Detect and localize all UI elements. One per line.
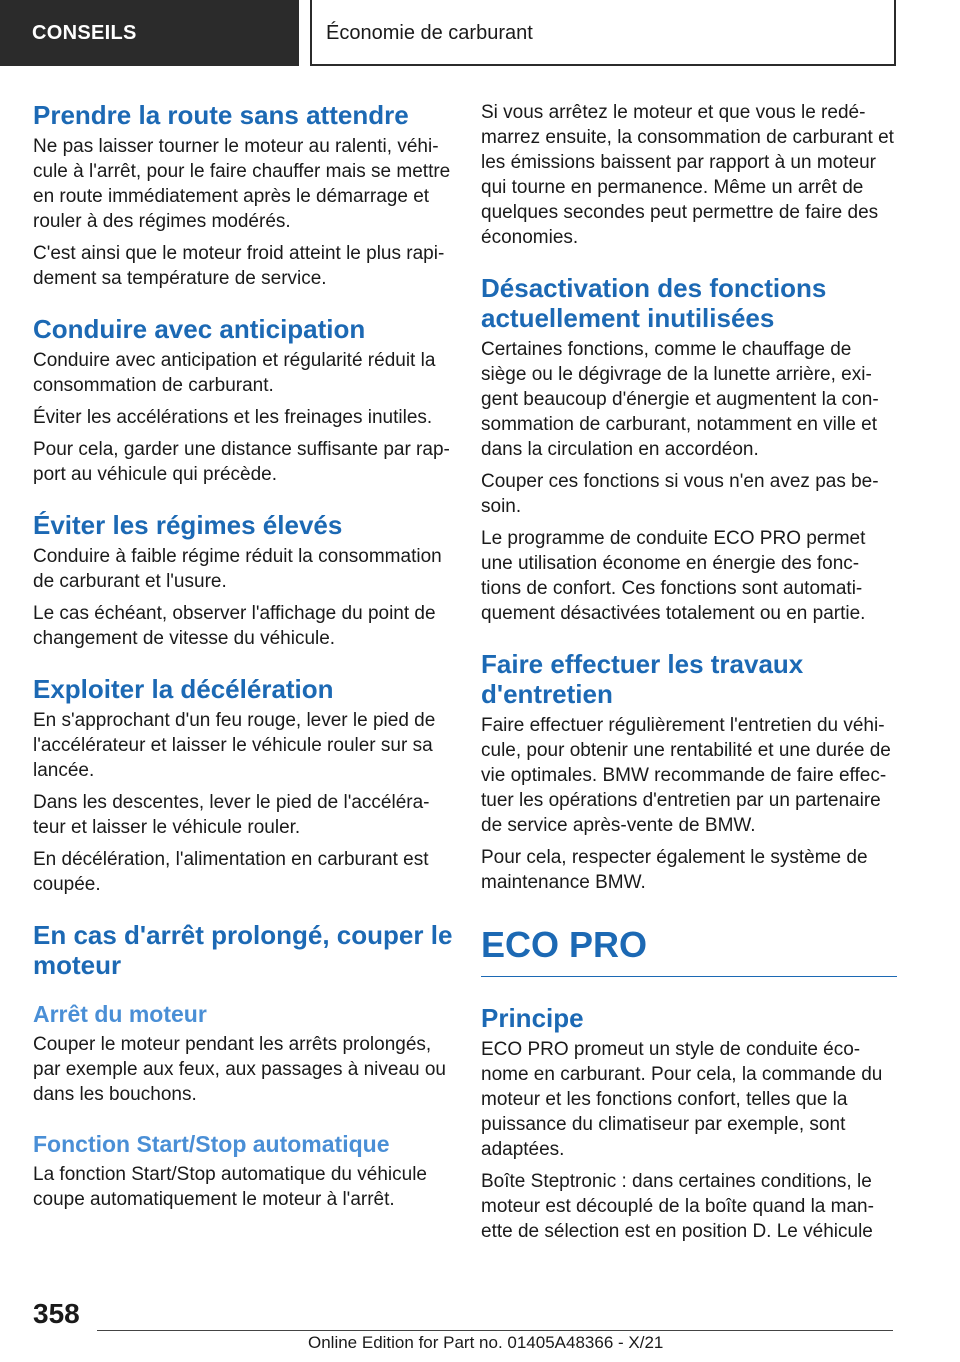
subheading-arret-moteur: Arrêt du moteur <box>33 1001 207 1027</box>
heading-exploiter-deceleration: Exploiter la décélération <box>33 674 334 704</box>
paragraph: Faire effectuer régulièrement l'entretien du véhi‐cule, pour obtenir une rentabilité et une durée de vie optimales. BMW recommande de faire effec‐tuer les opérations d'entretien par un partenaire de service après-vente de BMW. <box>481 715 891 836</box>
paragraph: C'est ainsi que le moteur froid atteint le plus rapi‐dement sa température de service. <box>33 243 445 289</box>
paragraph: Boîte Steptronic : dans certaines conditions, le moteur est découplé de la boîte quand la man‐ette de sélection est en position D. Le véhicule <box>481 1171 874 1242</box>
paragraph: Conduire avec anticipation et régularité réduit la consommation de carburant. <box>33 350 436 396</box>
section-tab: CONSEILS <box>0 0 299 66</box>
paragraph: Si vous arrêtez le moteur et que vous le redé‐marrez ensuite, la consommation de carburant et les émissions baissent par rapport à un moteur qui tourne en permanence. Même un arrêt de quelques secondes peut permettre de faire des économies. <box>481 102 894 248</box>
heading-principe: Principe <box>481 1003 584 1033</box>
heading-arret-prolonge: En cas d'arrêt prolongé, couper le moteur <box>33 920 453 980</box>
heading-prendre-la-route: Prendre la route sans attendre <box>33 100 409 130</box>
paragraph: Le cas échéant, observer l'affichage du point de changement de vitesse du véhicule. <box>33 603 436 649</box>
paragraph: En décélération, l'alimentation en carburant est coupée. <box>33 849 429 895</box>
paragraph: Pour cela, garder une distance suffisante par rap‐port au véhicule qui précède. <box>33 439 450 485</box>
footer-divider <box>97 1330 893 1331</box>
paragraph: Ne pas laisser tourner le moteur au ralenti, véhi‐cule à l'arrêt, pour le faire chauffer mais se mettre en route immédiatement après le démarrage et rouler à des régimes modérés. <box>33 136 451 232</box>
paragraph: Certaines fonctions, comme le chauffage de siège ou le dégivrage de la lunette arrière, exi‐gent beaucoup d'énergie et augmentent la con‐sommation de carburant, notamment en ville et dans la circulation en accordéon. <box>481 339 879 460</box>
paragraph: Éviter les accélérations et les freinages inutiles. <box>33 407 433 428</box>
page-header <box>0 0 960 66</box>
heading-conduire-anticipation: Conduire avec anticipation <box>33 314 366 344</box>
heading-eviter-regimes: Éviter les régimes élevés <box>33 510 343 540</box>
right-column <box>481 100 897 1251</box>
paragraph: En s'approchant d'un feu rouge, lever le pied de l'accélérateur et laisser le véhicule rouler sur sa lancée. <box>33 710 436 781</box>
paragraph: Conduire à faible régime réduit la consommation de carburant et l'usure. <box>33 546 442 592</box>
heading-desactivation-fonctions: Désactivation des fonctions actuellement inutilisées <box>481 273 827 333</box>
footer-edition-text: Online Edition for Part no. 01405A48366 - X/21 <box>308 1333 664 1352</box>
paragraph: Couper ces fonctions si vous n'en avez pas be‐soin. <box>481 471 879 517</box>
page-number: 358 <box>33 1298 80 1329</box>
paragraph: Le programme de conduite ECO PRO permet une utilisation économe en énergie des fonc‐tions de confort. Ces fonctions sont automati‐quement désactivées totalement ou en partie. <box>481 528 866 624</box>
chapter-title: Économie de carburant <box>310 0 896 66</box>
subheading-start-stop: Fonction Start/Stop automatique <box>33 1131 390 1157</box>
paragraph: La fonction Start/Stop automatique du véhicule coupe automatiquement le moteur à l'arrêt. <box>33 1164 427 1210</box>
heading-travaux-entretien: Faire effectuer les travaux d'entretien <box>481 649 804 709</box>
left-column <box>33 100 453 1219</box>
paragraph: Couper le moteur pendant les arrêts prolongés, par exemple aux feux, aux passages à niveau ou dans les bouchons. <box>33 1034 446 1105</box>
paragraph: ECO PRO promeut un style de conduite éco‐nome en carburant. Pour cela, la commande du moteur et les fonctions confort, telles que la puissance du climatiseur par exemple, sont adaptées. <box>481 1039 883 1160</box>
paragraph: Pour cela, respecter également le système de maintenance BMW. <box>481 847 868 893</box>
chapter-heading-eco-pro: ECO PRO <box>481 924 897 977</box>
paragraph: Dans les descentes, lever le pied de l'accéléra‐teur et laisser le véhicule rouler. <box>33 792 430 838</box>
